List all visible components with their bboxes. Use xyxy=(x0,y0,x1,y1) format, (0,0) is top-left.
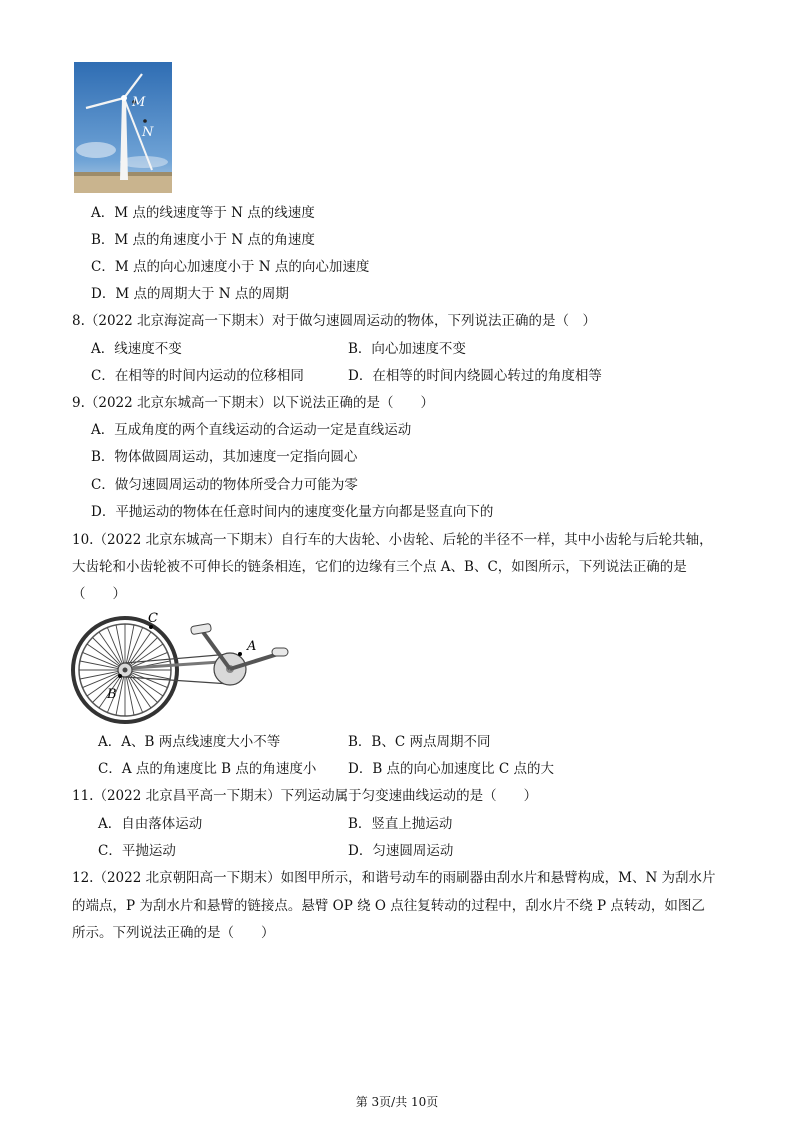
wind-turbine-figure xyxy=(74,62,172,193)
q8-option-a: A．线速度不变 xyxy=(91,341,182,357)
bicycle-figure xyxy=(70,610,292,724)
q9-option-b: B．物体做圆周运动，其加速度一定指向圆心 xyxy=(91,449,358,465)
q10-stem-line-3: （ ） xyxy=(72,586,126,602)
q9-stem: 9.（2022 北京东城高一下期末）以下说法正确的是（ ） xyxy=(72,395,435,411)
q10-option-b: B．B、C 两点周期不同 xyxy=(348,734,491,750)
q9-option-a: A．互成角度的两个直线运动的合运动一定是直线运动 xyxy=(91,422,412,438)
q10-option-d: D．B 点的向心加速度比 C 点的大 xyxy=(348,761,554,777)
q10-option-c: C．A 点的角速度比 B 点的角速度小 xyxy=(98,761,317,777)
point-b xyxy=(118,674,122,678)
q11-option-b: B．竖直上抛运动 xyxy=(348,816,453,832)
q11-stem: 11.（2022 北京昌平高一下期末）下列运动属于匀变速曲线运动的是（ ） xyxy=(72,788,538,804)
q11-option-d: D．匀速圆周运动 xyxy=(348,843,454,859)
turbine-hub xyxy=(121,95,127,101)
label-m: M xyxy=(132,95,146,110)
q9-option-c: C．做匀速圆周运动的物体所受合力可能为零 xyxy=(91,477,358,493)
label-c: C xyxy=(148,611,158,626)
q10-stem-line-1: 10.（2022 北京东城高一下期末）自行车的大齿轮、小齿轮、后轮的半径不一样，其中小齿轮与后轮共轴， xyxy=(72,532,713,548)
q12-stem-line-1: 12.（2022 北京朝阳高一下期末）如图甲所示，和谐号动车的雨刷器由刮水片和悬臂构成，M、N 为刮水片 xyxy=(72,870,716,886)
point-n xyxy=(143,119,147,123)
label-a: A xyxy=(247,639,257,654)
page-footer: 第 3页/共 10页 xyxy=(355,1095,439,1109)
q8-option-b: B．向心加速度不变 xyxy=(348,341,466,357)
pedal-1 xyxy=(190,623,211,634)
label-n: N xyxy=(142,125,154,140)
q10-stem-line-2: 大齿轮和小齿轮被不可伸长的链条相连，它们的边缘有三个点 A、B、C，如图所示，下列说法正确的是 xyxy=(72,559,687,575)
q12-stem-line-2: 的端点，P 为刮水片和悬臂的链接点。悬臂 OP 绕 O 点往复转动的过程中，刮水片不绕 P 点转动，如图乙 xyxy=(72,898,705,914)
pedal-2 xyxy=(272,648,288,656)
q11-option-c: C．平抛运动 xyxy=(98,843,176,859)
point-a xyxy=(238,652,242,656)
q8-stem: 8.（2022 北京海淀高一下期末）对于做匀速圆周运动的物体，下列说法正确的是（ ） xyxy=(72,313,597,329)
q7-option-d: D．M 点的周期大于 N 点的周期 xyxy=(91,286,289,302)
q8-option-c: C．在相等的时间内运动的位移相同 xyxy=(91,368,304,384)
q7-option-c: C．M 点的向心加速度小于 N 点的向心加速度 xyxy=(91,259,370,275)
q9-option-d: D．平抛运动的物体在任意时间内的速度变化量方向都是竖直向下的 xyxy=(91,504,494,520)
q7-option-b: B．M 点的角速度小于 N 点的角速度 xyxy=(91,232,315,248)
q11-option-a: A．自由落体运动 xyxy=(98,816,203,832)
q7-option-a: A．M 点的线速度等于 N 点的线速度 xyxy=(91,205,315,221)
q12-stem-line-3: 所示。下列说法正确的是（ ） xyxy=(72,925,275,941)
q10-option-a: A．A、B 两点线速度大小不等 xyxy=(98,734,281,750)
q8-option-d: D．在相等的时间内绕圆心转过的角度相等 xyxy=(348,368,602,384)
label-b: B xyxy=(107,687,117,702)
